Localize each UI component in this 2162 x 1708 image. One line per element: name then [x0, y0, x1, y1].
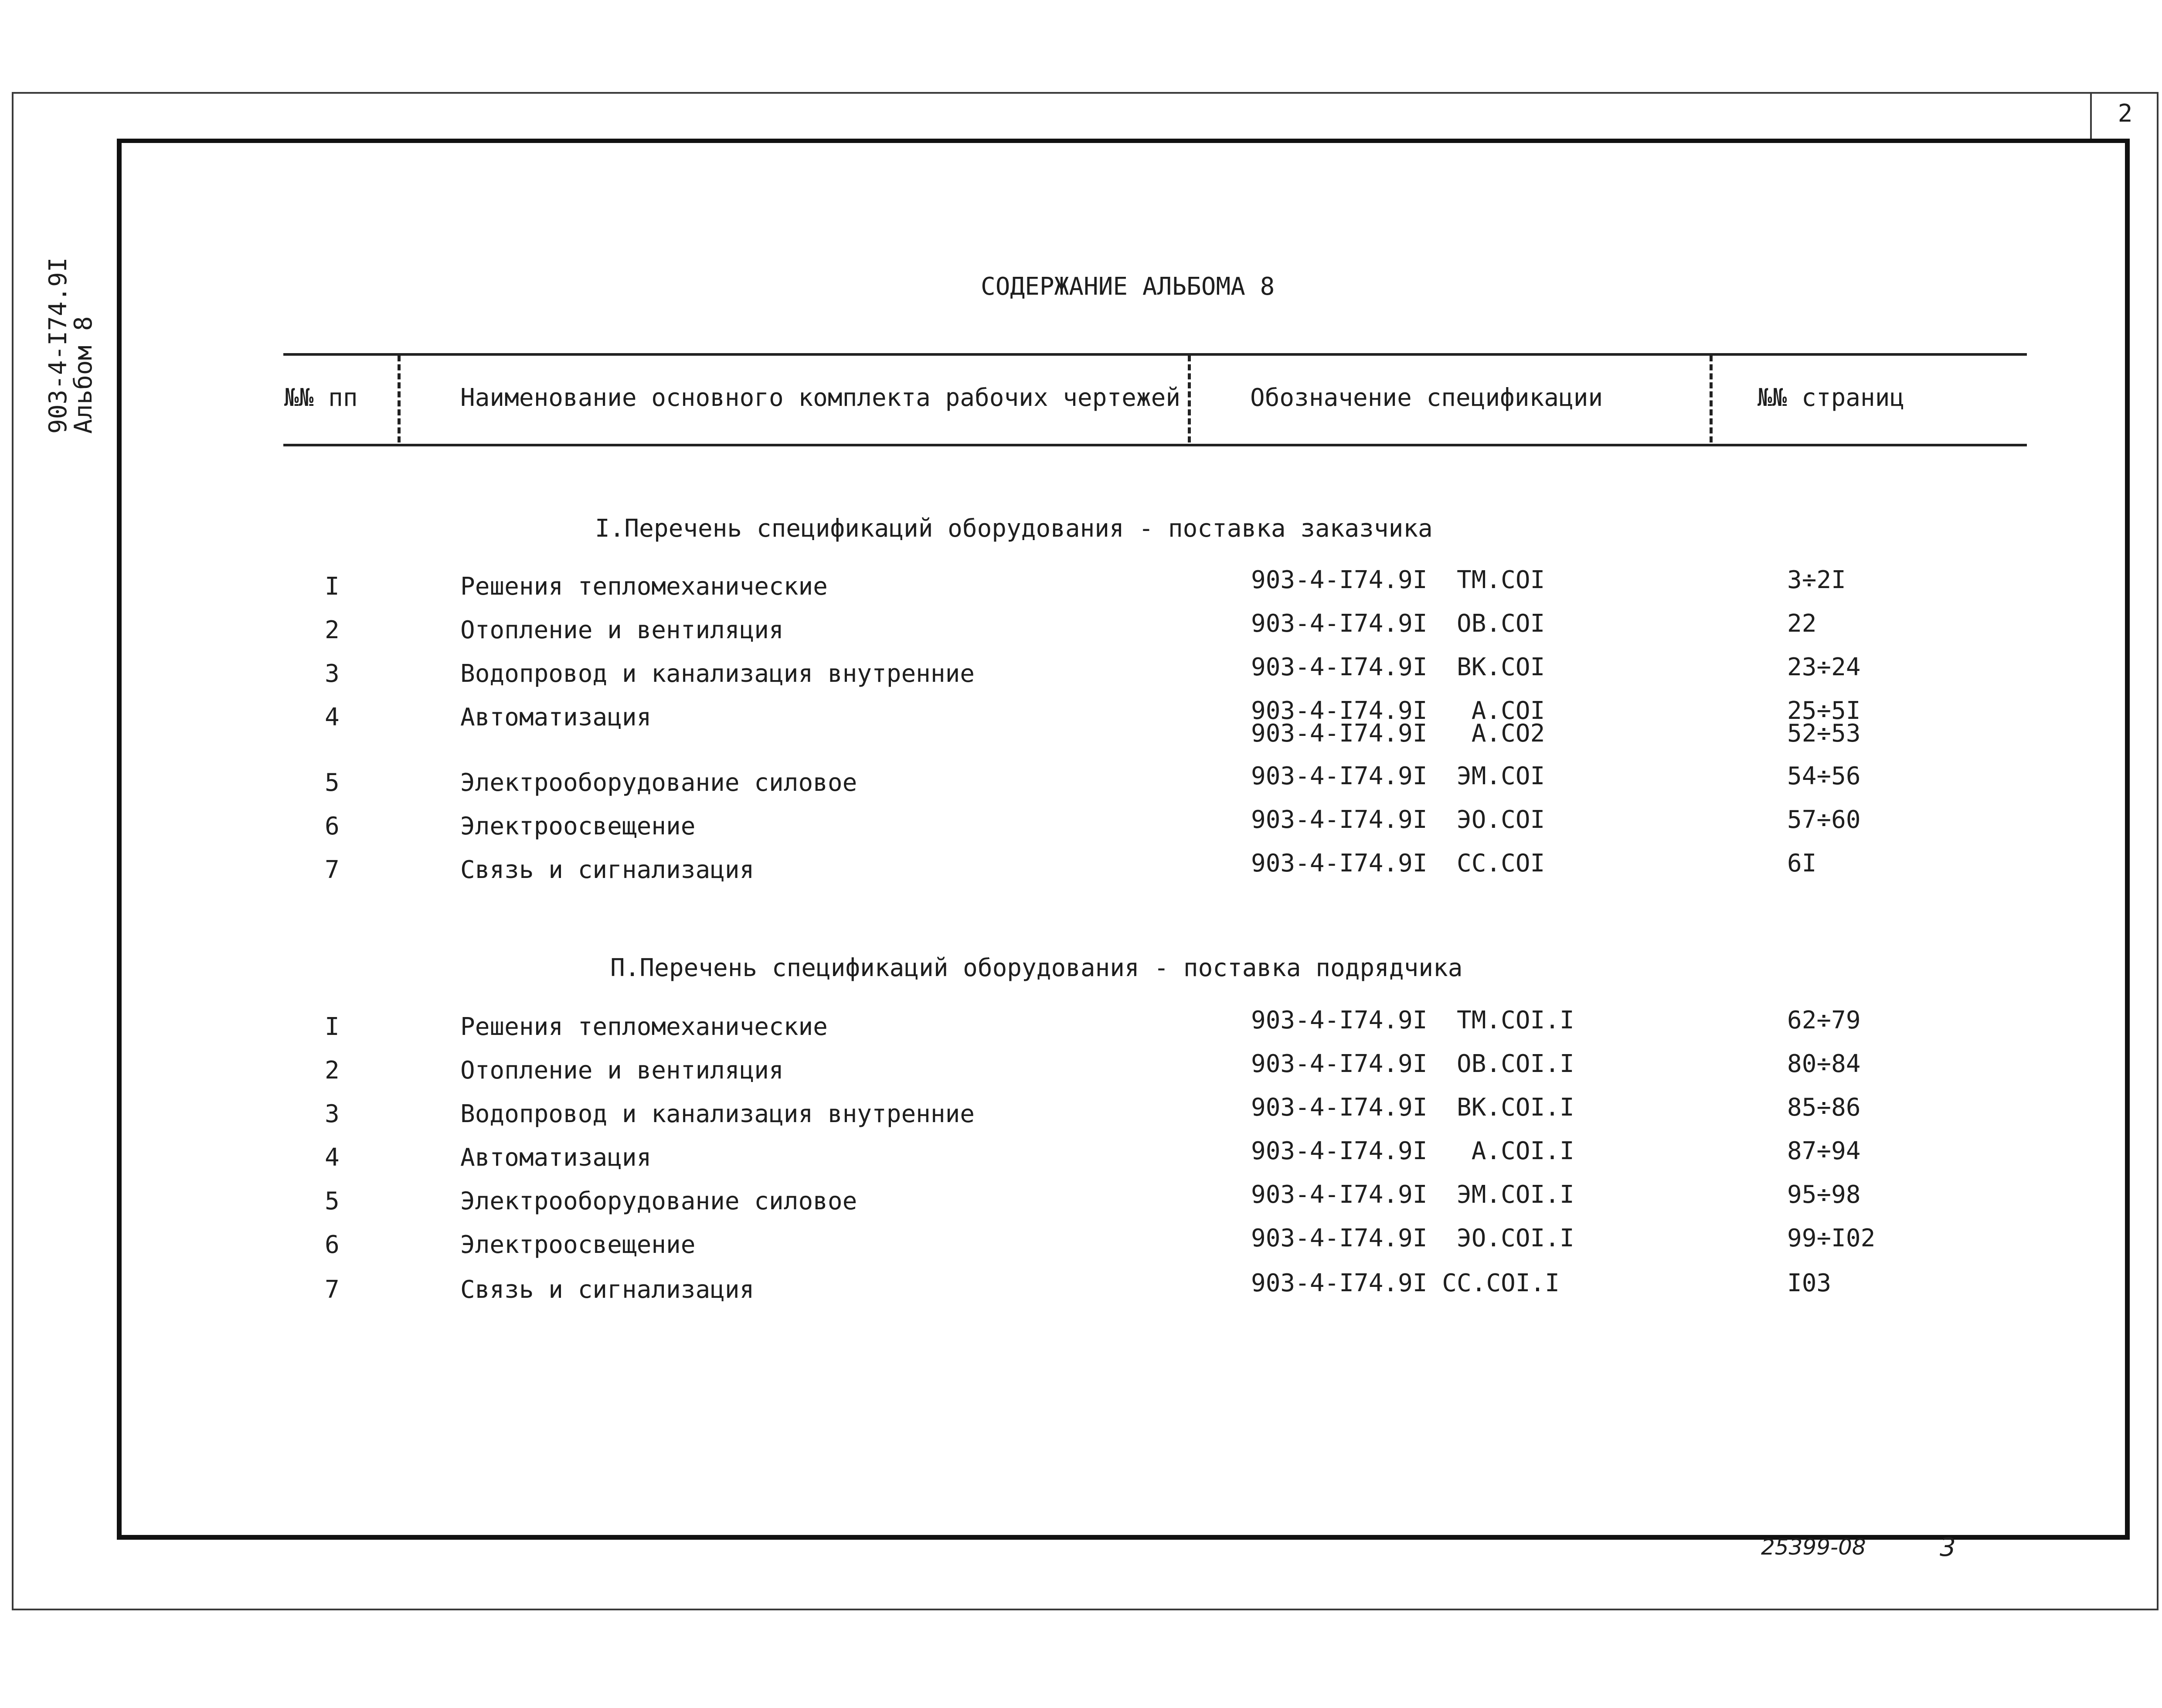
row-specification-code — [1251, 1006, 1574, 1034]
row-pages — [1787, 1137, 1861, 1165]
pages-line: 99÷I02 — [1787, 1224, 1876, 1252]
table-row — [0, 1224, 2162, 1262]
specification-code-line: 903-4-I74.9I A.COI.I — [1251, 1137, 1574, 1165]
specification-code-line: 903-4-I74.9I ЭО.COI — [1251, 806, 1545, 834]
specification-code-line: 903-4-I74.9I ТМ.COI.I — [1251, 1006, 1574, 1034]
table-row — [0, 566, 2162, 604]
row-name: Автоматизация — [460, 703, 652, 732]
pages-line: 95÷98 — [1787, 1181, 1861, 1209]
row-pages — [1787, 1006, 1861, 1034]
row-pages — [1787, 849, 1817, 878]
row-number: I — [325, 572, 340, 601]
row-name: Связь и сигнализация — [460, 856, 755, 884]
side-stamp-album: Альбом 8 — [69, 316, 98, 434]
row-name: Водопровод и канализация внутренние — [460, 660, 975, 688]
row-specification-code — [1251, 849, 1545, 878]
row-name: Связь и сигнализация — [460, 1276, 755, 1304]
row-name: Электроосвещение — [460, 1231, 696, 1259]
row-number: I — [325, 1013, 340, 1041]
row-specification-code — [1251, 609, 1545, 638]
table-row — [0, 1050, 2162, 1088]
row-pages — [1787, 653, 1861, 681]
header-separator-2 — [1188, 355, 1191, 442]
row-specification-code — [1251, 1093, 1574, 1122]
row-pages — [1787, 1269, 1832, 1297]
side-stamp-code: 903-4-I74.9I — [44, 257, 72, 434]
row-name: Решения тепломеханические — [460, 1013, 828, 1041]
row-pages — [1787, 806, 1861, 834]
row-specification-code — [1251, 653, 1545, 681]
row-specification-code — [1251, 806, 1545, 834]
row-pages — [1787, 1224, 1876, 1252]
specification-code-line: 903-4-I74.9I A.COI — [1251, 697, 1545, 725]
row-pages — [1787, 566, 1846, 594]
row-number: 5 — [325, 1187, 340, 1215]
header-separator-3 — [1710, 355, 1713, 442]
pages-line: 80÷84 — [1787, 1050, 1861, 1078]
header-bottom-rule — [283, 444, 2027, 446]
specification-code-line: 903-4-I74.9I ЭМ.COI — [1251, 762, 1545, 790]
table-row — [0, 609, 2162, 647]
specification-code-line: 903-4-I74.9I ОВ.COI.I — [1251, 1050, 1574, 1078]
row-number: 4 — [325, 703, 340, 732]
pages-line: 3÷2I — [1787, 566, 1846, 594]
specification-code-line: 903-4-I74.9I CC.COI.I — [1251, 1269, 1560, 1297]
pages-line: 22 — [1787, 609, 1817, 638]
row-number: 6 — [325, 812, 340, 840]
row-specification-code — [1251, 566, 1545, 594]
table-row — [0, 1093, 2162, 1131]
row-name: Электрооборудование силовое — [460, 1187, 857, 1215]
pages-line: 52÷53 — [1787, 719, 1861, 748]
specification-code-line: 903-4-I74.9I ОВ.COI — [1251, 609, 1545, 638]
table-row — [0, 849, 2162, 887]
specification-code-line: 903-4-I74.9I ЭО.COI.I — [1251, 1224, 1574, 1252]
side-stamp — [46, 251, 98, 434]
row-specification-code — [1251, 1137, 1574, 1165]
row-number: 7 — [325, 1276, 340, 1304]
row-specification-code — [1251, 1269, 1560, 1297]
table-row — [0, 1181, 2162, 1218]
specification-code-line: 903-4-I74.9I CC.COI — [1251, 849, 1545, 878]
row-pages — [1787, 609, 1817, 638]
pages-line: 23÷24 — [1787, 653, 1861, 681]
specification-code-line: 903-4-I74.9I ЭМ.COI.I — [1251, 1181, 1574, 1209]
row-number: 7 — [325, 856, 340, 884]
pages-line: 85÷86 — [1787, 1093, 1861, 1122]
row-number: 5 — [325, 769, 340, 797]
page-number: 2 — [2090, 92, 2159, 139]
row-pages — [1787, 762, 1861, 790]
header-separator-1 — [398, 355, 401, 442]
row-specification-code — [1251, 1181, 1574, 1209]
row-name: Отопление и вентиляция — [460, 1056, 784, 1085]
row-number: 2 — [325, 616, 340, 644]
pages-line: I03 — [1787, 1269, 1832, 1297]
header-number: №№ пп — [284, 384, 358, 412]
row-pages — [1787, 1093, 1861, 1122]
header-pages: №№ страниц — [1757, 384, 1905, 412]
row-specification-code — [1251, 762, 1545, 790]
table-row — [0, 806, 2162, 844]
specification-code-line: 903-4-I74.9I ВК.COI.I — [1251, 1093, 1574, 1122]
table-row — [0, 1269, 2162, 1307]
specification-code-line: 903-4-I74.9I A.CO2 — [1251, 719, 1545, 748]
table-row — [0, 697, 2162, 748]
pages-line: 54÷56 — [1787, 762, 1861, 790]
document-title: СОДЕРЖАНИЕ АЛЬБОМА 8 — [981, 272, 1275, 301]
section-1-title: I.Перечень спецификаций оборудования - поставка заказчика — [595, 514, 1433, 543]
row-number: 2 — [325, 1056, 340, 1085]
section-2-title: П.Перечень спецификаций оборудования - поставка подрядчика — [610, 954, 1463, 982]
row-name: Отопление и вентиляция — [460, 616, 784, 644]
pages-line: 25÷5I — [1787, 697, 1861, 725]
table-row — [0, 1137, 2162, 1175]
row-number: 3 — [325, 660, 340, 688]
row-pages — [1787, 1050, 1861, 1078]
table-row — [0, 762, 2162, 800]
row-name: Автоматизация — [460, 1143, 652, 1172]
row-specification-code — [1251, 697, 1545, 748]
header-top-rule — [283, 353, 2027, 356]
header-code: Обозначение спецификации — [1250, 384, 1603, 412]
pages-line: 87÷94 — [1787, 1137, 1861, 1165]
table-row — [0, 653, 2162, 691]
row-number: 6 — [325, 1231, 340, 1259]
row-number: 3 — [325, 1100, 340, 1128]
row-name: Электрооборудование силовое — [460, 769, 857, 797]
row-pages — [1787, 1181, 1861, 1209]
header-name: Наименование основного комплекта рабочих чертежей — [460, 384, 1181, 412]
footer-document-number: 25399-08 — [1761, 1534, 1866, 1560]
row-name: Электроосвещение — [460, 812, 696, 840]
row-name: Водопровод и канализация внутренние — [460, 1100, 975, 1128]
specification-code-line: 903-4-I74.9I ТМ.COI — [1251, 566, 1545, 594]
pages-line: 62÷79 — [1787, 1006, 1861, 1034]
pages-line: 6I — [1787, 849, 1817, 878]
footer-sheet-number: 3 — [1940, 1532, 1956, 1562]
row-pages — [1787, 697, 1861, 748]
row-number: 4 — [325, 1143, 340, 1172]
row-specification-code — [1251, 1224, 1574, 1252]
row-specification-code — [1251, 1050, 1574, 1078]
row-name: Решения тепломеханические — [460, 572, 828, 601]
specification-code-line: 903-4-I74.9I ВК.COI — [1251, 653, 1545, 681]
pages-line: 57÷60 — [1787, 806, 1861, 834]
table-row — [0, 1006, 2162, 1044]
